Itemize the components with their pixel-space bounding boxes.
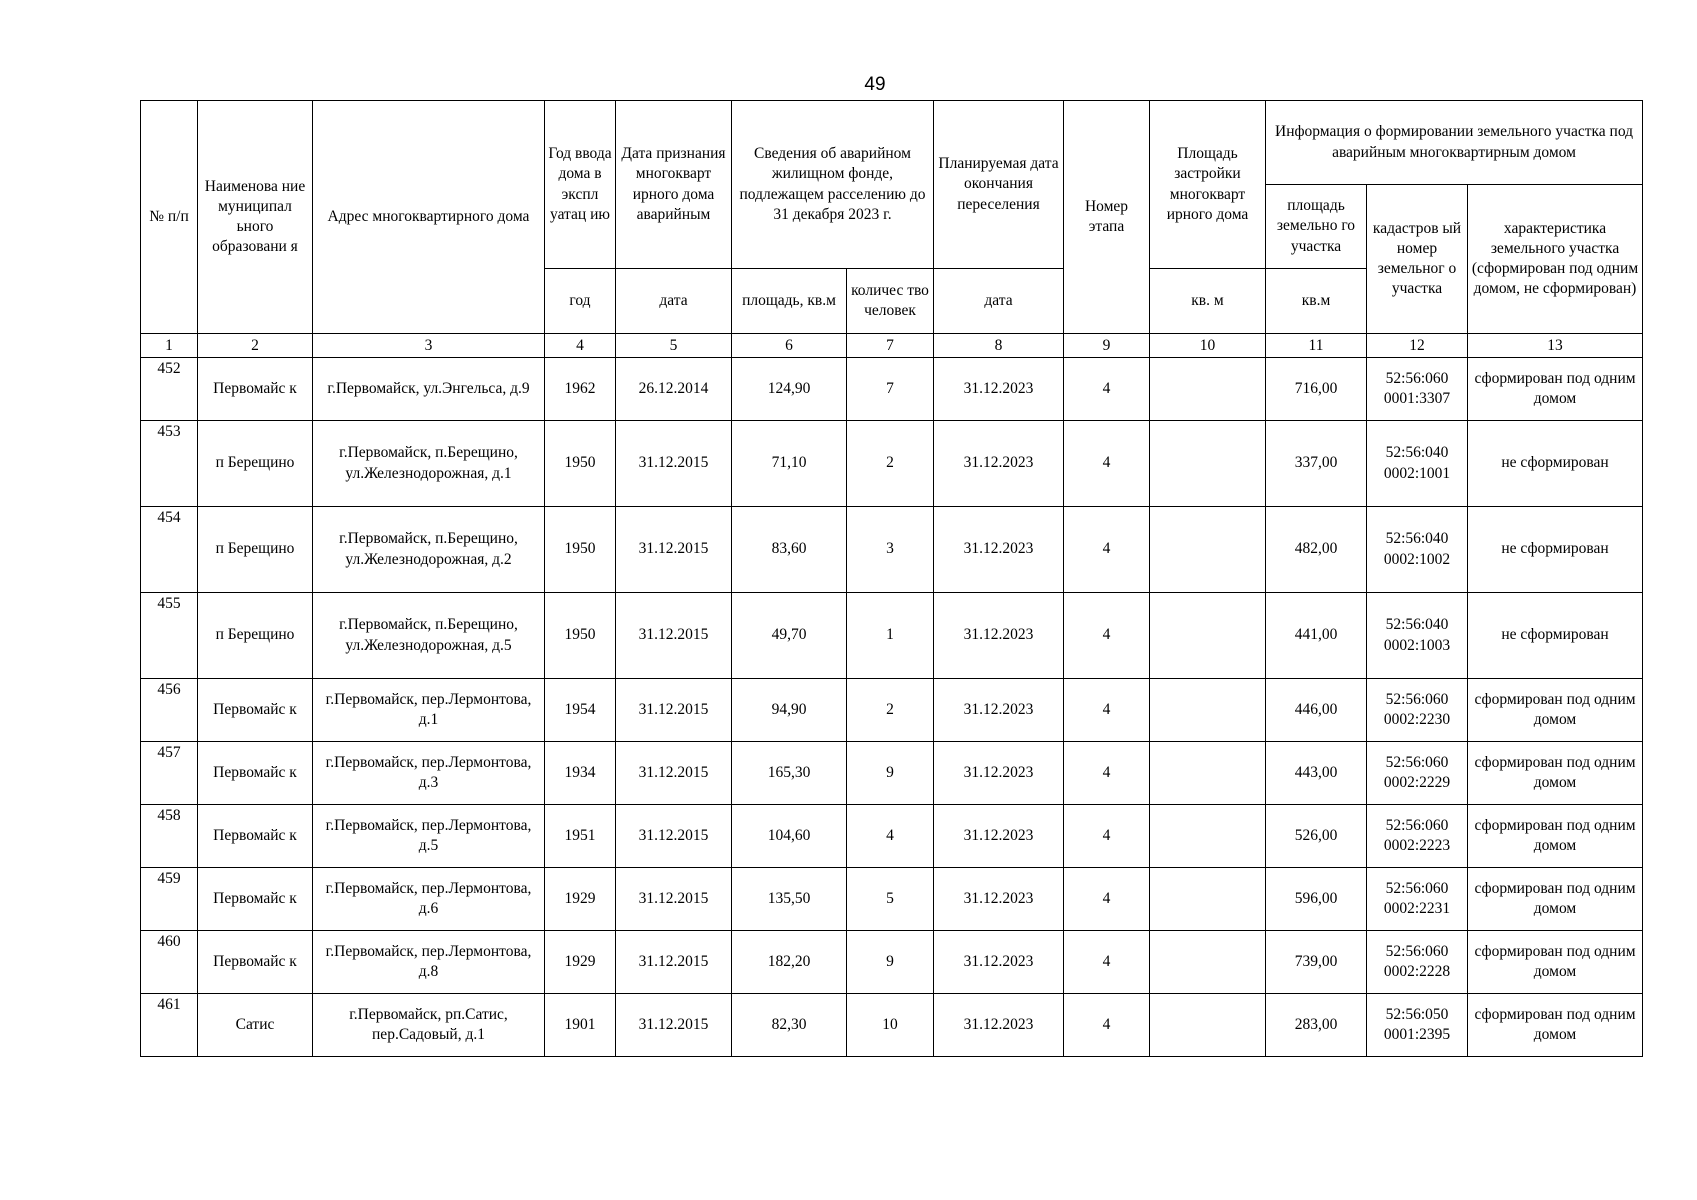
area-cell: 124,90	[732, 358, 847, 421]
municipality-cell: Первомайс к	[198, 805, 313, 868]
address-cell: г.Первомайск, пер.Лермонтова, д.6	[313, 868, 545, 931]
header-land-char: характеристика земельного участка (сформирован под одним домом, не сформирован)	[1468, 185, 1643, 334]
planned-date-cell: 31.12.2023	[934, 679, 1064, 742]
built-area-cell	[1150, 805, 1266, 868]
table-row	[141, 742, 1643, 805]
planned-date-cell: 31.12.2023	[934, 358, 1064, 421]
row-number: 454	[141, 507, 198, 593]
recognition-date-cell: 31.12.2015	[616, 421, 732, 507]
address-cell: г.Первомайск, ул.Энгельса, д.9	[313, 358, 545, 421]
people-cell: 10	[847, 994, 934, 1057]
people-cell: 3	[847, 507, 934, 593]
people-cell: 1	[847, 593, 934, 679]
planned-date-cell: 31.12.2023	[934, 507, 1064, 593]
land-area-cell: 526,00	[1266, 805, 1367, 868]
address-cell: г.Первомайск, п.Берещино, ул.Железнодорожная, д.2	[313, 507, 545, 593]
built-area-cell	[1150, 868, 1266, 931]
header-num: № п/п	[141, 101, 198, 334]
land-char-cell: сформирован под одним домом	[1468, 805, 1643, 868]
address-cell: г.Первомайск, рп.Сатис, пер.Садовый, д.1	[313, 994, 545, 1057]
address-cell: г.Первомайск, пер.Лермонтова, д.1	[313, 679, 545, 742]
address-cell: г.Первомайск, пер.Лермонтова, д.5	[313, 805, 545, 868]
column-number: 9	[1064, 334, 1150, 358]
table-row	[141, 931, 1643, 994]
column-number: 12	[1367, 334, 1468, 358]
recognition-date-cell: 31.12.2015	[616, 868, 732, 931]
land-area-cell: 283,00	[1266, 994, 1367, 1057]
stage-cell: 4	[1064, 421, 1150, 507]
unit-sqm2: кв.м	[1266, 269, 1367, 334]
header-recognition-date: Дата признания многокварт ирного дома аварийным	[616, 101, 732, 269]
land-area-cell: 446,00	[1266, 679, 1367, 742]
built-area-cell	[1150, 507, 1266, 593]
recognition-date-cell: 31.12.2015	[616, 805, 732, 868]
stage-cell: 4	[1064, 742, 1150, 805]
built-area-cell	[1150, 358, 1266, 421]
column-number: 1	[141, 334, 198, 358]
cadastral-cell: 52:56:060 0001:3307	[1367, 358, 1468, 421]
row-number: 458	[141, 805, 198, 868]
table-row	[141, 805, 1643, 868]
people-cell: 5	[847, 868, 934, 931]
people-cell: 9	[847, 931, 934, 994]
page-number: 49	[864, 74, 886, 95]
year-cell: 1950	[545, 421, 616, 507]
built-area-cell	[1150, 931, 1266, 994]
unit-area: площадь, кв.м	[732, 269, 847, 334]
people-cell: 4	[847, 805, 934, 868]
people-cell: 9	[847, 742, 934, 805]
area-cell: 49,70	[732, 593, 847, 679]
cadastral-cell: 52:56:060 0002:2228	[1367, 931, 1468, 994]
municipality-cell: Первомайс к	[198, 931, 313, 994]
column-number: 11	[1266, 334, 1367, 358]
area-cell: 104,60	[732, 805, 847, 868]
recognition-date-cell: 31.12.2015	[616, 931, 732, 994]
cadastral-cell: 52:56:040 0002:1002	[1367, 507, 1468, 593]
header-cadastral: кадастров ый номер земельног о участка	[1367, 185, 1468, 334]
people-cell: 7	[847, 358, 934, 421]
header-land-area: площадь земельно го участка	[1266, 185, 1367, 269]
row-number: 453	[141, 421, 198, 507]
table-row	[141, 593, 1643, 679]
stage-cell: 4	[1064, 868, 1150, 931]
area-cell: 71,10	[732, 421, 847, 507]
land-char-cell: сформирован под одним домом	[1468, 679, 1643, 742]
table-body	[141, 358, 1643, 1057]
table-row	[141, 507, 1643, 593]
stage-cell: 4	[1064, 358, 1150, 421]
area-cell: 165,30	[732, 742, 847, 805]
header-address: Адрес многоквартирного дома	[313, 101, 545, 334]
address-cell: г.Первомайск, п.Берещино, ул.Железнодорожная, д.1	[313, 421, 545, 507]
area-cell: 82,30	[732, 994, 847, 1057]
planned-date-cell: 31.12.2023	[934, 421, 1064, 507]
area-cell: 94,90	[732, 679, 847, 742]
address-cell: г.Первомайск, пер.Лермонтова, д.3	[313, 742, 545, 805]
column-number: 7	[847, 334, 934, 358]
column-number: 4	[545, 334, 616, 358]
unit-date2: дата	[934, 269, 1064, 334]
header-built-area: Площадь застройки многокварт ирного дома	[1150, 101, 1266, 269]
column-number-row	[141, 334, 1643, 358]
land-char-cell: сформирован под одним домом	[1468, 994, 1643, 1057]
stage-cell: 4	[1064, 931, 1150, 994]
stage-cell: 4	[1064, 593, 1150, 679]
year-cell: 1934	[545, 742, 616, 805]
municipality-cell: Первомайс к	[198, 742, 313, 805]
row-number: 460	[141, 931, 198, 994]
cadastral-cell: 52:56:040 0002:1003	[1367, 593, 1468, 679]
planned-date-cell: 31.12.2023	[934, 994, 1064, 1057]
stage-cell: 4	[1064, 805, 1150, 868]
column-number: 6	[732, 334, 847, 358]
area-cell: 182,20	[732, 931, 847, 994]
column-number: 13	[1468, 334, 1643, 358]
cadastral-cell: 52:56:060 0002:2230	[1367, 679, 1468, 742]
table-row	[141, 994, 1643, 1057]
unit-people: количес тво человек	[847, 269, 934, 334]
row-number: 459	[141, 868, 198, 931]
municipality-cell: п Берещино	[198, 421, 313, 507]
land-area-cell: 443,00	[1266, 742, 1367, 805]
planned-date-cell: 31.12.2023	[934, 593, 1064, 679]
land-char-cell: сформирован под одним домом	[1468, 358, 1643, 421]
people-cell: 2	[847, 421, 934, 507]
stage-cell: 4	[1064, 679, 1150, 742]
stage-cell: 4	[1064, 507, 1150, 593]
land-char-cell: сформирован под одним домом	[1468, 742, 1643, 805]
built-area-cell	[1150, 742, 1266, 805]
column-number: 8	[934, 334, 1064, 358]
people-cell: 2	[847, 679, 934, 742]
header-year: Год ввода дома в экспл уатац ию	[545, 101, 616, 269]
municipality-cell: Первомайс к	[198, 868, 313, 931]
cadastral-cell: 52:56:060 0002:2231	[1367, 868, 1468, 931]
recognition-date-cell: 31.12.2015	[616, 742, 732, 805]
table-row	[141, 679, 1643, 742]
recognition-date-cell: 31.12.2015	[616, 507, 732, 593]
land-area-cell: 716,00	[1266, 358, 1367, 421]
recognition-date-cell: 26.12.2014	[616, 358, 732, 421]
municipality-cell: п Берещино	[198, 593, 313, 679]
row-number: 461	[141, 994, 198, 1057]
header-fund-info: Сведения об аварийном жилищном фонде, подлежащем расселению до 31 декабря 2023 г.	[732, 101, 934, 269]
cadastral-cell: 52:56:050 0001:2395	[1367, 994, 1468, 1057]
built-area-cell	[1150, 593, 1266, 679]
row-number: 455	[141, 593, 198, 679]
land-area-cell: 441,00	[1266, 593, 1367, 679]
header-planned-date: Планируемая дата окончания переселения	[934, 101, 1064, 269]
year-cell: 1951	[545, 805, 616, 868]
year-cell: 1929	[545, 931, 616, 994]
land-area-cell: 482,00	[1266, 507, 1367, 593]
stage-cell: 4	[1064, 994, 1150, 1057]
cadastral-cell: 52:56:040 0002:1001	[1367, 421, 1468, 507]
land-area-cell: 596,00	[1266, 868, 1367, 931]
address-cell: г.Первомайск, пер.Лермонтова, д.8	[313, 931, 545, 994]
built-area-cell	[1150, 679, 1266, 742]
row-number: 456	[141, 679, 198, 742]
table-row	[141, 421, 1643, 507]
column-number: 5	[616, 334, 732, 358]
land-area-cell: 739,00	[1266, 931, 1367, 994]
cadastral-cell: 52:56:060 0002:2223	[1367, 805, 1468, 868]
municipality-cell: Первомайс к	[198, 358, 313, 421]
land-char-cell: сформирован под одним домом	[1468, 931, 1643, 994]
area-cell: 83,60	[732, 507, 847, 593]
built-area-cell	[1150, 994, 1266, 1057]
resettlement-table	[140, 100, 1643, 1057]
table-row	[141, 868, 1643, 931]
land-char-cell: не сформирован	[1468, 593, 1643, 679]
table-row	[141, 358, 1643, 421]
header-stage: Номер этапа	[1064, 101, 1150, 334]
address-cell: г.Первомайск, п.Берещино, ул.Железнодорожная, д.5	[313, 593, 545, 679]
planned-date-cell: 31.12.2023	[934, 805, 1064, 868]
land-char-cell: не сформирован	[1468, 421, 1643, 507]
land-char-cell: сформирован под одним домом	[1468, 868, 1643, 931]
column-number: 10	[1150, 334, 1266, 358]
row-number: 457	[141, 742, 198, 805]
column-number: 3	[313, 334, 545, 358]
column-number: 2	[198, 334, 313, 358]
recognition-date-cell: 31.12.2015	[616, 593, 732, 679]
cadastral-cell: 52:56:060 0002:2229	[1367, 742, 1468, 805]
year-cell: 1962	[545, 358, 616, 421]
year-cell: 1954	[545, 679, 616, 742]
unit-year: год	[545, 269, 616, 334]
year-cell: 1950	[545, 507, 616, 593]
unit-sqm: кв. м	[1150, 269, 1266, 334]
recognition-date-cell: 31.12.2015	[616, 679, 732, 742]
land-char-cell: не сформирован	[1468, 507, 1643, 593]
land-area-cell: 337,00	[1266, 421, 1367, 507]
area-cell: 135,50	[732, 868, 847, 931]
recognition-date-cell: 31.12.2015	[616, 994, 732, 1057]
year-cell: 1950	[545, 593, 616, 679]
planned-date-cell: 31.12.2023	[934, 742, 1064, 805]
header-land-info: Информация о формировании земельного участка под аварийным многоквартирным домом	[1266, 101, 1643, 185]
municipality-cell: Первомайс к	[198, 679, 313, 742]
year-cell: 1901	[545, 994, 616, 1057]
unit-date: дата	[616, 269, 732, 334]
planned-date-cell: 31.12.2023	[934, 868, 1064, 931]
planned-date-cell: 31.12.2023	[934, 931, 1064, 994]
row-number: 452	[141, 358, 198, 421]
municipality-cell: п Берещино	[198, 507, 313, 593]
year-cell: 1929	[545, 868, 616, 931]
built-area-cell	[1150, 421, 1266, 507]
municipality-cell: Сатис	[198, 994, 313, 1057]
header-municipality: Наименова ние муниципал ьного образовани я	[198, 101, 313, 334]
